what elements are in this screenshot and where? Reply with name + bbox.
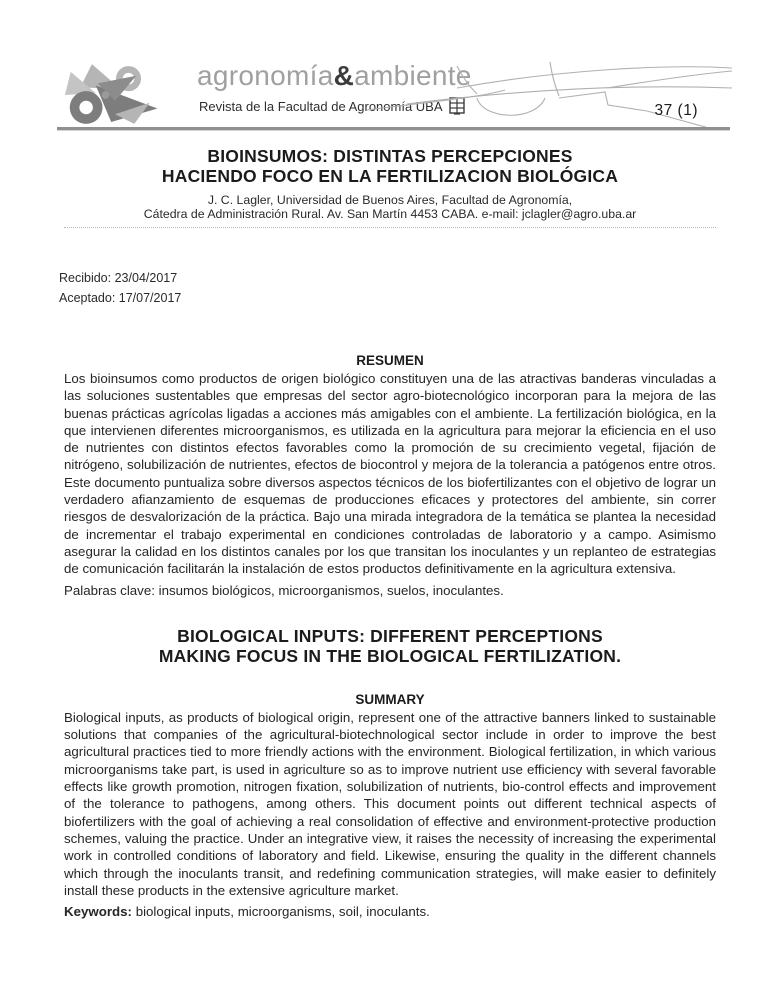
keywords-text: biological inputs, microorganisms, soil, inoculants. (135, 904, 430, 920)
keywords-label: Keywords: (64, 904, 132, 920)
received-date-row (59, 268, 716, 288)
uba-crest-icon (449, 97, 465, 115)
article-title-en-line1: BIOLOGICAL INPUTS: DIFFERENT PERCEPTIONS (177, 625, 603, 646)
authors-line2: Cátedra de Administración Rural. Av. San Martín 4453 CABA. e-mail: jclagler@agro.uba.ar (143, 206, 637, 221)
article-title-es-line1: BIOINSUMOS: DISTINTAS PERCEPCIONES (207, 146, 573, 166)
summary-heading: SUMMARY (355, 691, 425, 707)
article-title-en-line2: MAKING FOCUS IN THE BIOLOGICAL FERTILIZATION. (158, 645, 622, 666)
article-title-en (64, 626, 716, 666)
resumen-body: Los bioinsumos como productos de origen biológico constituyen una de las atractivas banderas vinculadas a las soluciones sustentables que empresas del sector agro-biotecnológico incorporan para la mejora de las buenas prácticas agrícolas ligadas a acciones más amigables con el ambiente. La fertilización biológica, en la que intervienen diferentes microorganismos, es utilizada en la agricultura para mejorar la eficiencia en el uso de nutrientes con distintos efectos favorables como la promoción de su crecimiento vegetal, fijación de nitrógeno, solubilización de nutrientes, efectos de biocontrol y mejora de la tolerancia a patógenos entre otros. Este documento puntualiza sobre diversos aspectos técnicos de los biofertilizantes con el objetivo de lograr un verdadero afianzamiento de esquemas de producciones eficaces y protectores del ambiente, sin correr riesgos de desvalorización de la práctica. Bajo una mirada integradora de la temática se plantea la necesidad de incrementar el trabajo experimental en condiciones controladas de laboratorio y a campo. Asimismo asegurar la calidad en los distintos canales por los que transitan los inoculantes y un replanteo de estrategias de comunicación facilitarán la instalación de estos productos definitivamente en la agricultura extensiva. (64, 371, 716, 577)
journal-name-left: agronomía (197, 60, 334, 91)
article-title-es (64, 146, 716, 186)
palabras-clave (64, 582, 716, 599)
keywords (64, 903, 716, 920)
accepted-date: 17/07/2017 (118, 291, 182, 305)
received-date: 23/04/2017 (114, 271, 178, 285)
separator-rule (64, 227, 716, 228)
issue-number: 37 (1) (654, 102, 698, 119)
journal-subtitle-row (199, 97, 465, 115)
article-authors (64, 194, 716, 221)
palabras-clave-label: Palabras clave: (64, 582, 155, 598)
summary-body: Biological inputs, as products of biological origin, represent one of the attractive banners linked to sustainable solutions that companies of the agricultural-biotechnological sector include in order to improve the best agricultural practices tied to more friendly actions with the environment. Biological fertilization, in which various microorganisms take part, is used in agriculture so as to improve nutrient use efficiency with several favorable effects like growth promotion, nitrogen fixation, solubilization of nutrients, bio-control effects and improvement of the tolerance to pathogens, among others. This document points out different technical aspects of biofertilizers with the goal of achieving a real consolidation of effective and environment-protective production schemes, valuing the practice. Under an integrative view, it raises the necessity of increasing the experimental work in controlled conditions of laboratory and field. Likewise, ensuring the quality in the different channels which through the inoculants transit, and redefining communication strategies, will make easier to definitely install these products in the extensive agriculture market. (64, 709, 716, 898)
resumen-heading: RESUMEN (356, 353, 424, 368)
authors-line1: J. C. Lagler, Universidad de Buenos Aires, Facultad de Agronomía, (207, 193, 573, 207)
accepted-date-row (59, 288, 716, 308)
submission-dates (59, 268, 716, 308)
article-title-es-line2: HACIENDO FOCO EN LA FERTILIZACION BIOLÓGICA (161, 166, 619, 186)
journal-name-ampersand: & (333, 60, 355, 91)
journal-header (57, 60, 730, 131)
journal-name-right: ambiente (354, 60, 472, 91)
accepted-label: Aceptado: (59, 291, 116, 305)
article-content (59, 146, 716, 920)
journal-name (197, 60, 472, 92)
received-label: Recibido: (59, 271, 112, 285)
journal-subtitle: Revista de la Facultad de Agronomía UBA (199, 98, 443, 114)
journal-logo-icon (63, 64, 169, 126)
header-rule (57, 127, 730, 131)
palabras-clave-text: insumos biológicos, microorganismos, suelos, inoculantes. (158, 582, 504, 598)
